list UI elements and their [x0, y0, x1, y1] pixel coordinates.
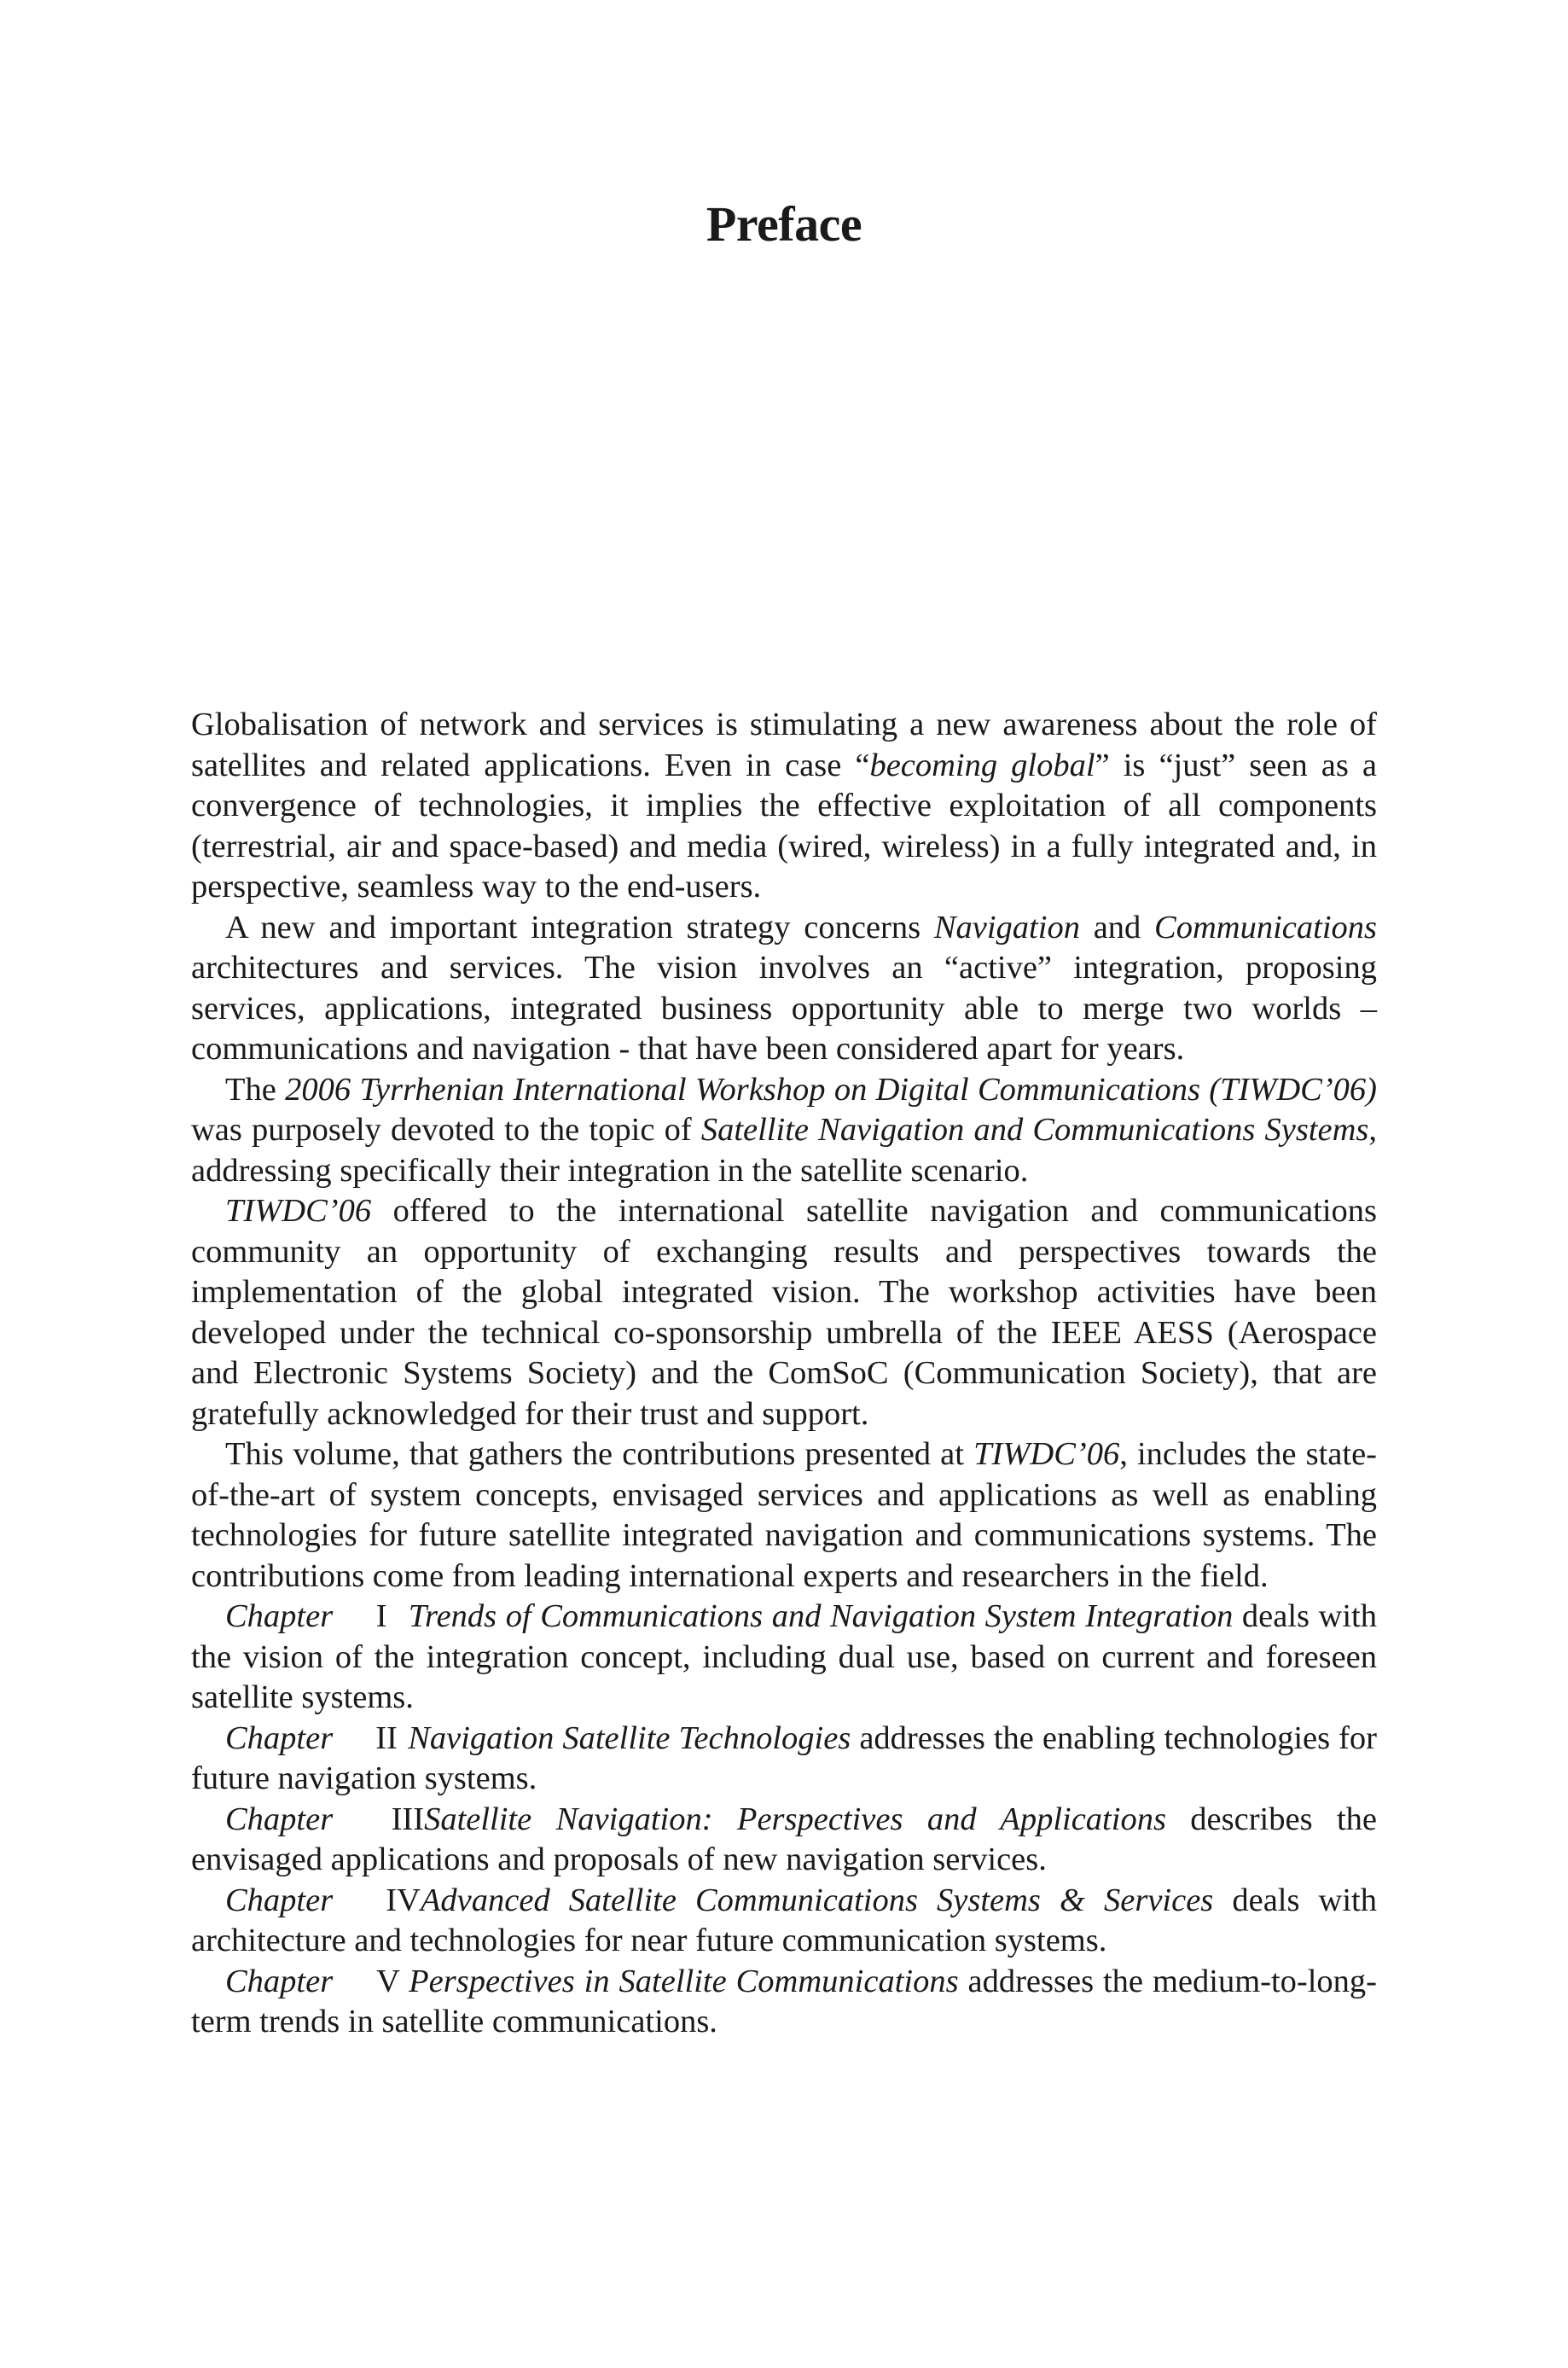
emphasis: Communications	[1154, 909, 1377, 945]
chapter-word: Chapter	[225, 1882, 334, 1918]
chapter-word: Chapter	[225, 1801, 334, 1837]
chapter-title: Navigation Satellite Technologies	[408, 1719, 851, 1756]
chapter-word: Chapter	[225, 1963, 334, 1999]
chapter-entry-3	[191, 1800, 1377, 1881]
chapter-number: V	[376, 1963, 400, 1999]
page-title: Preface	[706, 196, 862, 252]
chapter-description: describes the envisaged applications and proposals of new navigation services.	[191, 1801, 1377, 1877]
text-run: ” is “just” seen as a convergence of technologies, it implies the effective exploitation of all components (terrestrial, air and space-based) and media (wired, wireless) in a fully integrated and, in perspective, seamless way to the end-users.	[191, 747, 1377, 905]
chapter-word: Chapter	[225, 1719, 334, 1756]
paragraph-globalisation	[191, 705, 1377, 908]
chapter-description: deals with architecture and technologies for near future communication systems.	[191, 1882, 1377, 1958]
chapter-number: III	[391, 1801, 425, 1837]
text-run: This volume, that gathers the contributions presented at	[225, 1436, 974, 1472]
chapter-entry-5	[191, 1962, 1377, 2043]
emphasis: Satellite Navigation and Communications Systems	[700, 1112, 1369, 1148]
paragraph-volume	[191, 1434, 1377, 1597]
chapter-entry-1	[191, 1597, 1377, 1719]
chapter-number: IV	[386, 1882, 421, 1918]
chapter-description: addresses the medium-to-long-term trends in satellite communications.	[191, 1963, 1377, 2039]
emphasis: Navigation	[933, 909, 1080, 945]
chapter-entry-4	[191, 1881, 1377, 1962]
text-run: The	[225, 1071, 286, 1108]
text-run: Globalisation of network and services is stimulating a new awareness about the role of satellites and related applications. Even in case “	[191, 707, 1377, 783]
chapter-title: Trends of Communications and Navigation System Integration	[408, 1598, 1234, 1634]
text-run: offered to the international satellite navigation and communications community an opportunity of exchanging results and perspectives towards the implementation of the global integrated vision. The workshop activities have been developed under the technical co-sponsorship umbrella of the IEEE AESS (Aerospace and Electronic Systems Society) and the ComSoC (Communication Society), that are gratefully acknowledged for their trust and support.	[191, 1193, 1377, 1432]
chapter-title: Advanced Satellite Communications Systems & Services	[420, 1882, 1214, 1918]
emphasis: becoming global	[869, 747, 1095, 783]
text-run: , addressing specifically their integration in the satellite scenario.	[191, 1112, 1377, 1189]
chapter-number: II	[375, 1719, 398, 1756]
emphasis: TIWDC’06	[225, 1193, 372, 1229]
chapter-title: Perspectives in Satellite Communications	[409, 1963, 959, 1999]
text-run: and	[1079, 909, 1155, 945]
text-run: architectures and services. The vision involves an “active” integration, proposing services, applications, integrated business opportunity able to merge two worlds – communications and navigation - that have been considered apart for years.	[191, 950, 1377, 1067]
chapter-word: Chapter	[225, 1598, 334, 1634]
paragraph-workshop	[191, 1070, 1377, 1192]
text-run: A new and important integration strategy concerns	[225, 909, 934, 945]
chapter-number: I	[375, 1598, 387, 1634]
preface-body	[191, 705, 1377, 2043]
chapter-description: addresses the enabling technologies for future navigation systems.	[191, 1719, 1377, 1796]
chapter-description: deals with the vision of the integration concept, including dual use, based on current and foreseen satellite systems.	[191, 1598, 1377, 1715]
text-run: was purposely devoted to the topic of	[191, 1112, 701, 1148]
chapter-entry-2	[191, 1719, 1377, 1800]
paragraph-tiwdc-offered	[191, 1191, 1377, 1434]
chapter-title: Satellite Navigation: Perspectives and Applications	[424, 1801, 1166, 1837]
text-run: , includes the state-of-the-art of system concepts, envisaged services and applications as well as enabling technologies for future satellite integrated navigation and communications systems. The contributions come from leading international experts and researchers in the field.	[191, 1436, 1377, 1594]
paragraph-integration-strategy	[191, 908, 1377, 1070]
emphasis: 2006 Tyrrhenian International Workshop on Digital Communications (TIWDC’06)	[285, 1071, 1377, 1108]
emphasis: TIWDC’06	[973, 1436, 1120, 1472]
